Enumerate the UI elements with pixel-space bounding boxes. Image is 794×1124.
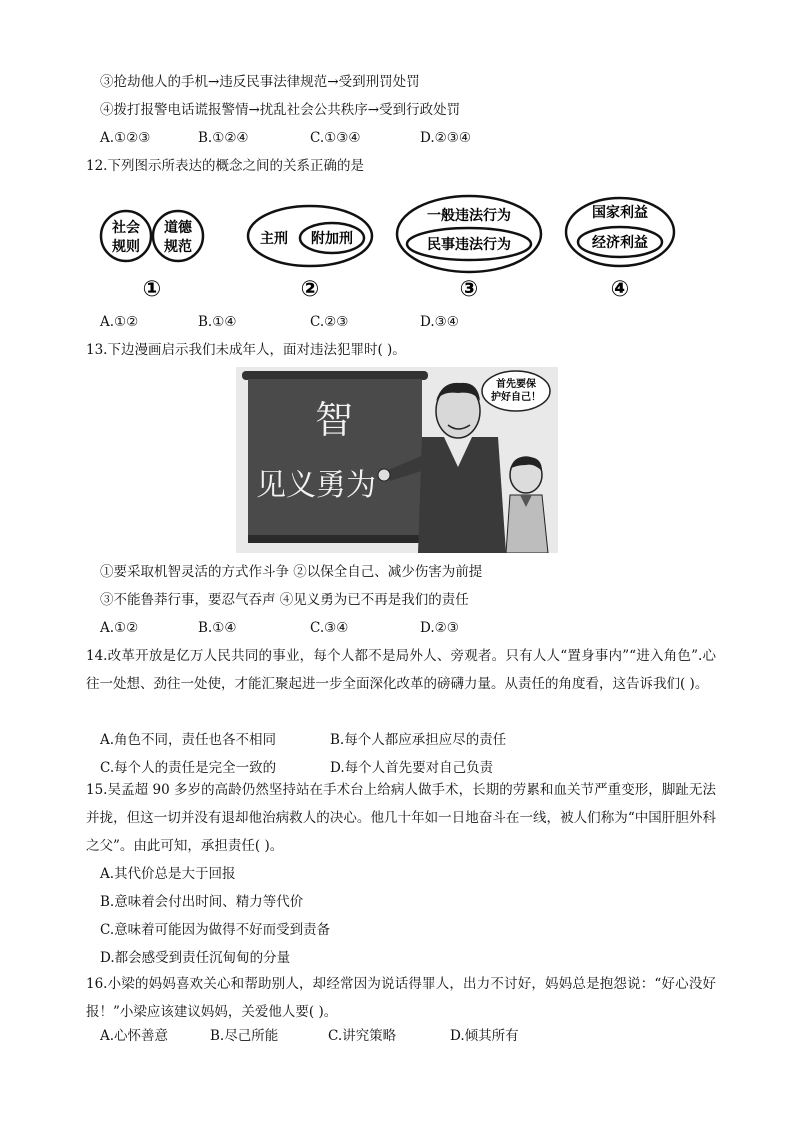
q13-option-d: D.②③ — [420, 620, 459, 636]
diagram-1-right-label-1: 道德 — [164, 220, 192, 236]
diagram-1-number: ① — [142, 277, 162, 302]
q12-option-d: D.③④ — [420, 314, 459, 330]
diagram-3-number: ③ — [459, 277, 479, 302]
board-bottom — [248, 535, 422, 543]
q12-option-c: C.②③ — [310, 314, 349, 330]
diagram-4-number: ④ — [610, 277, 630, 302]
diagram-2-right-label: 附加刑 — [311, 231, 353, 247]
q15-option-c: C.意味着可能因为做得不好而受到责备 — [100, 922, 331, 938]
q16-option-a: A.心怀善意 — [100, 1028, 169, 1044]
diagram-4 — [562, 192, 678, 304]
q15-option-d: D.都会感受到责任沉甸甸的分量 — [100, 950, 291, 966]
q13-cartoon — [236, 367, 558, 553]
diagram-2-number: ② — [300, 277, 320, 302]
diagram-2-left-label: 主刑 — [260, 231, 288, 247]
diagram-3 — [394, 192, 544, 304]
q11-option-b: B.①②④ — [198, 130, 249, 146]
q15-stem: 15.吴孟超 90 多岁的高龄仍然坚持站在手术台上给病人做手术，长期的劳累和血关节严重变形，脚趾无法并拢，但这一切并没有退却他治病救人的决心。他几十年如一日地奋斗在一线，被人们称为“中国肝胆外科之父”。由此可知，承担责任( )。 — [86, 782, 716, 854]
q14-stem: 14.改革开放是亿万人民共同的事业，每个人都不是局外人、旁观者。只有人人“置身事内”“进入角色”.心往一处想、劲往一处使，才能汇聚起进一步全面深化改革的磅礴力量。从责任的角度看，这告诉我们( )。 — [86, 648, 716, 692]
diagram-1-left-label-2: 规则 — [112, 239, 140, 255]
q13-option-b: B.①④ — [198, 620, 237, 636]
q16-option-b: B.尽己所能 — [210, 1028, 279, 1044]
q14-option-b: B.每个人都应承担应尽的责任 — [330, 732, 507, 748]
q13-stem: 13.下边漫画启示我们未成年人，面对违法犯罪时( )。 — [86, 342, 406, 358]
q12-option-a: A.①② — [100, 314, 139, 330]
q16-option-d: D.倾其所有 — [450, 1028, 519, 1044]
diagram-1-right-label-2: 规范 — [164, 239, 192, 255]
q13-items-line-2: ③不能鲁莽行事，要忍气吞声 ④见义勇为已不再是我们的责任 — [100, 592, 469, 608]
q14-option-a: A.角色不同，责任也各不相同 — [100, 732, 277, 748]
diagram-3-inner-label: 民事违法行为 — [427, 237, 511, 253]
q15-option-a: A.其代价总是大于回报 — [100, 866, 236, 882]
board-character: 智 — [314, 398, 354, 442]
q13-items-line-1: ①要采取机智灵活的方式作斗争 ②以保全自己、减少伤害为前提 — [100, 564, 483, 580]
q11-option-a: A.①②③ — [100, 130, 151, 146]
q14-option-d: D.每个人首先要对自己负责 — [330, 760, 494, 776]
q15-option-b: B.意味着会付出时间、精力等代价 — [100, 894, 304, 910]
speech-bubble — [482, 371, 550, 411]
q12-option-b: B.①④ — [198, 314, 237, 330]
board-text: 见义勇为 — [256, 468, 376, 503]
board-rod — [242, 371, 428, 380]
diagram-3-outer-label: 一般违法行为 — [427, 208, 511, 224]
man-hand — [378, 469, 390, 481]
q14-option-c: C.每个人的责任是完全一致的 — [100, 760, 277, 776]
q13-option-c: C.③④ — [310, 620, 349, 636]
q11-option-d: D.②③④ — [420, 130, 471, 146]
q12-stem: 12.下列图示所表达的概念之间的关系正确的是 — [86, 158, 364, 174]
diagram-2 — [244, 192, 376, 304]
diagram-1 — [96, 192, 206, 304]
speech-bubble-line-2: 护好自己！ — [491, 392, 541, 403]
q11-option-c: C.①③④ — [310, 130, 361, 146]
q12-diagrams — [96, 192, 696, 304]
q11-item-3: ③抢劫他人的手机→违反民事法律规范→受到刑罚处罚 — [100, 74, 420, 90]
diagram-4-inner-label: 经济利益 — [592, 235, 648, 251]
q11-item-4: ④拨打报警电话谎报警情→扰乱社会公共秩序→受到行政处罚 — [100, 102, 461, 118]
q16-stem: 16.小梁的妈妈喜欢关心和帮助别人，却经常因为说话得罪人，出力不讨好，妈妈总是抱怨说：“好心没好报！”小梁应该建议妈妈，关爱他人要( )。 — [86, 976, 716, 1020]
q13-option-a: A.①② — [100, 620, 139, 636]
speech-bubble-line-1: 首先要保 — [496, 379, 536, 390]
diagram-4-outer-label: 国家利益 — [592, 205, 648, 221]
q16-option-c: C.讲究策略 — [328, 1028, 397, 1044]
diagram-1-left-label-1: 社会 — [112, 220, 140, 236]
